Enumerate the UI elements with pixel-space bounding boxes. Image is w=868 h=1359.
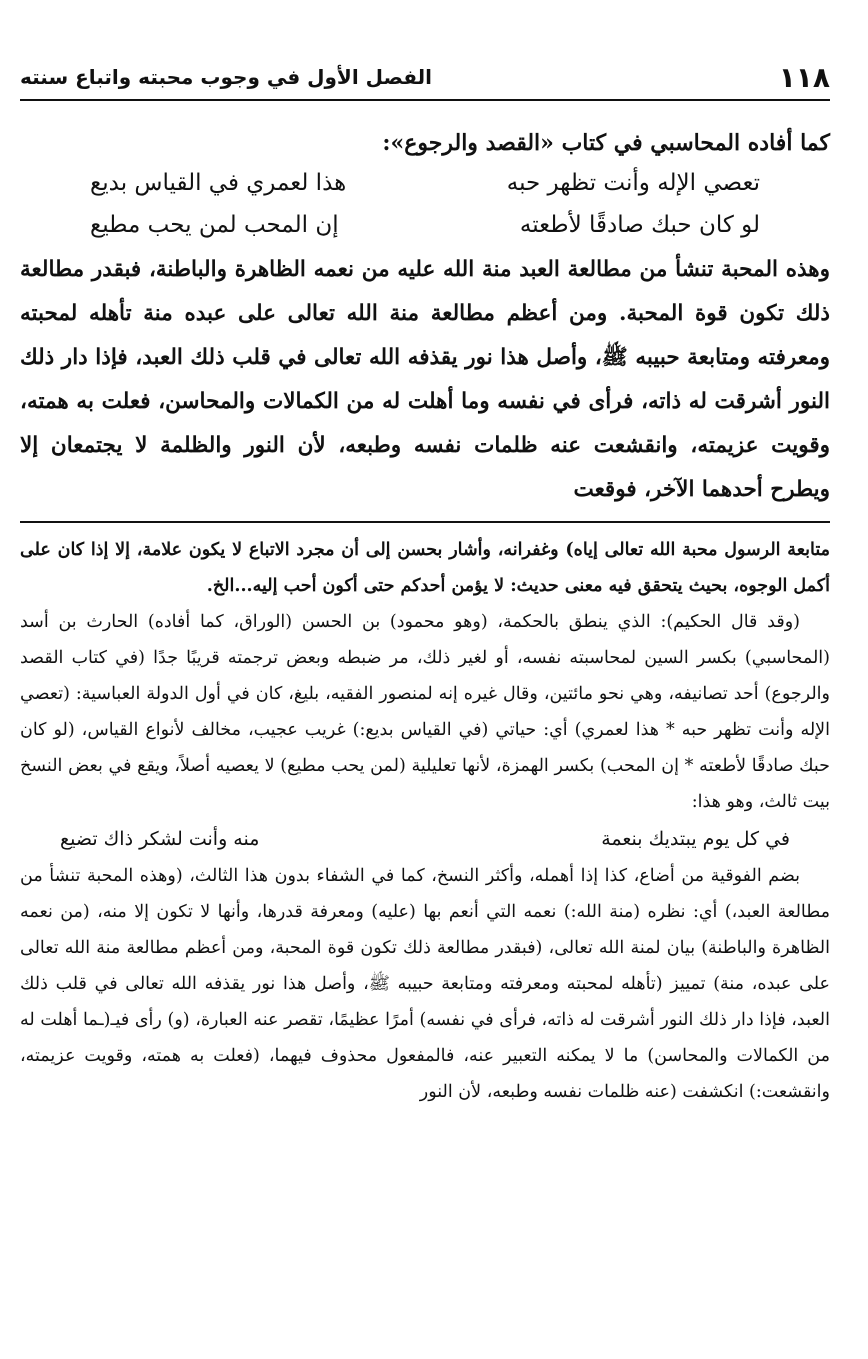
- verse-second-hemistich: منه وأنت لشكر ذاك تضيع: [60, 828, 260, 850]
- main-paragraph: وهذه المحبة تنشأ من مطالعة العبد منة الله عليه من نعمه الظاهرة والباطنة، فبقدر مطالعة ذلك تكون قوة المحبة. ومن أعظم مطالعة منة الله تعالى على عبده منة تأهله لمحبته ومعرفته ومتابعة حبيبه ﷺ، وأصل هذا نور يقذفه الله تعالى في قلب ذلك العبد، فإذا دار ذلك النور أشرقت له ذاته، فرأى في نفسه وما أهلت له من الكمالات والمحاسن، فعلت به همته، وقويت عزيمته، وانقشعت عنه ظلمات نفسه وطبعه، لأن النور والظلمة لا يجتمعان إلا ويطرح أحدهما الآخر، فوقعت: [20, 257, 830, 502]
- verse-second-hemistich: إن المحب لمن يحب مطيع: [90, 212, 339, 238]
- header-rule: [20, 99, 830, 101]
- main-text: [20, 124, 830, 512]
- verse-second-hemistich: هذا لعمري في القياس بديع: [90, 170, 347, 196]
- commentary: [20, 532, 830, 1110]
- commentary-paragraph: متابعة الرسول محبة الله تعالى إياه) وغفرانه، وأشار بحسن إلى أن مجرد الاتباع لا يكون علامة، إلا إذا كان على أكمل الوجوه، بحيث يتحقق فيه معنى حديث: لا يؤمن أحدكم حتى أكون أحب إليه...الخ.: [20, 540, 830, 596]
- verse-first-hemistich: تعصي الإله وأنت تظهر حبه: [506, 170, 760, 196]
- verse-first-hemistich: لو كان حبك صادقًا لأطعته: [519, 212, 760, 238]
- page-header: [20, 58, 830, 96]
- running-title: الفصل الأول في وجوب محبته واتباع سنته: [20, 65, 432, 89]
- commentary-paragraph: (وقد قال الحكيم): الذي ينطق بالحكمة، (وهو محمود) بن الحسن (الوراق، كما أفاده) الحارث بن أسد (المحاسبي) بكسر السين لمحاسبته نفسه، أو لغير ذلك، مر ضبطه وبعض ترجمته قريبًا جدًا (في كتاب القصد والرجوع) أحد تصانيفه، وهي نحو مائتين، وقال غيره إنه لمنصور الفقيه، بليغ، كان في أول الدولة العباسية: (تعصي الإله وأنت تظهر حبه * هذا لعمري) أي: حياتي (في القياس بديع:) غريب عجيب، مخالف لأنواع القياس، (لو كان حبك صادقًا لأطعته * إن المحب) بكسر الهمزة، لأنها تعليلية (لمن يحب مطيع) لا يعصيه أصلاً، ويقع في بعض النسخ بيت ثالث، وهو هذا:: [20, 612, 830, 812]
- commentary-paragraph: بضم الفوقية من أضاع، كذا إذا أهمله، وأكثر النسخ، كما في الشفاء بدون هذا الثالث، (وهذه المحبة تنشأ من مطالعة العبد،) أي: نظره (منة الله:) نعمه التي أنعم بها (عليه) ومعرفة قدرها، وأنها لا تكون إلا منه، (من نعمه الظاهرة والباطنة) بيان لمنة الله تعالى، (فبقدر مطالعة ذلك تكون قوة المحبة، ومن أعظم مطالعة منة الله تعالى على عبده، منة) تمييز (تأهله لمحبته ومعرفته ومتابعة حبيبه ﷺ، وأصل هذا نور يقذفه الله تعالى في قلب ذلك العبد، فإذا دار ذلك النور أشرقت له ذاته، فرأى في نفسه) أمرًا عظيمًا، تقصر عنه العبارة، (و) رأى فيـ(ـما أهلت له من الكمالات والمحاسن) ما لا يمكنه التعبير عنه، فالمفعول محذوف فيهما، (فعلت به همته، وقويت عزيمته، وانقشعت:) انكشفت (عنه ظلمات نفسه وطبعه، لأن النور: [20, 866, 830, 1102]
- verse-first-hemistich: في كل يوم يبتديك بنعمة: [601, 828, 790, 850]
- intro-line: كما أفاده المحاسبي في كتاب «القصد والرجوع»:: [382, 130, 830, 156]
- commentary-verse: [20, 820, 830, 858]
- page-number: ١١٨: [778, 60, 830, 94]
- verse-line: [20, 162, 830, 204]
- verse-line: [20, 204, 830, 246]
- footnote-divider: [20, 521, 830, 523]
